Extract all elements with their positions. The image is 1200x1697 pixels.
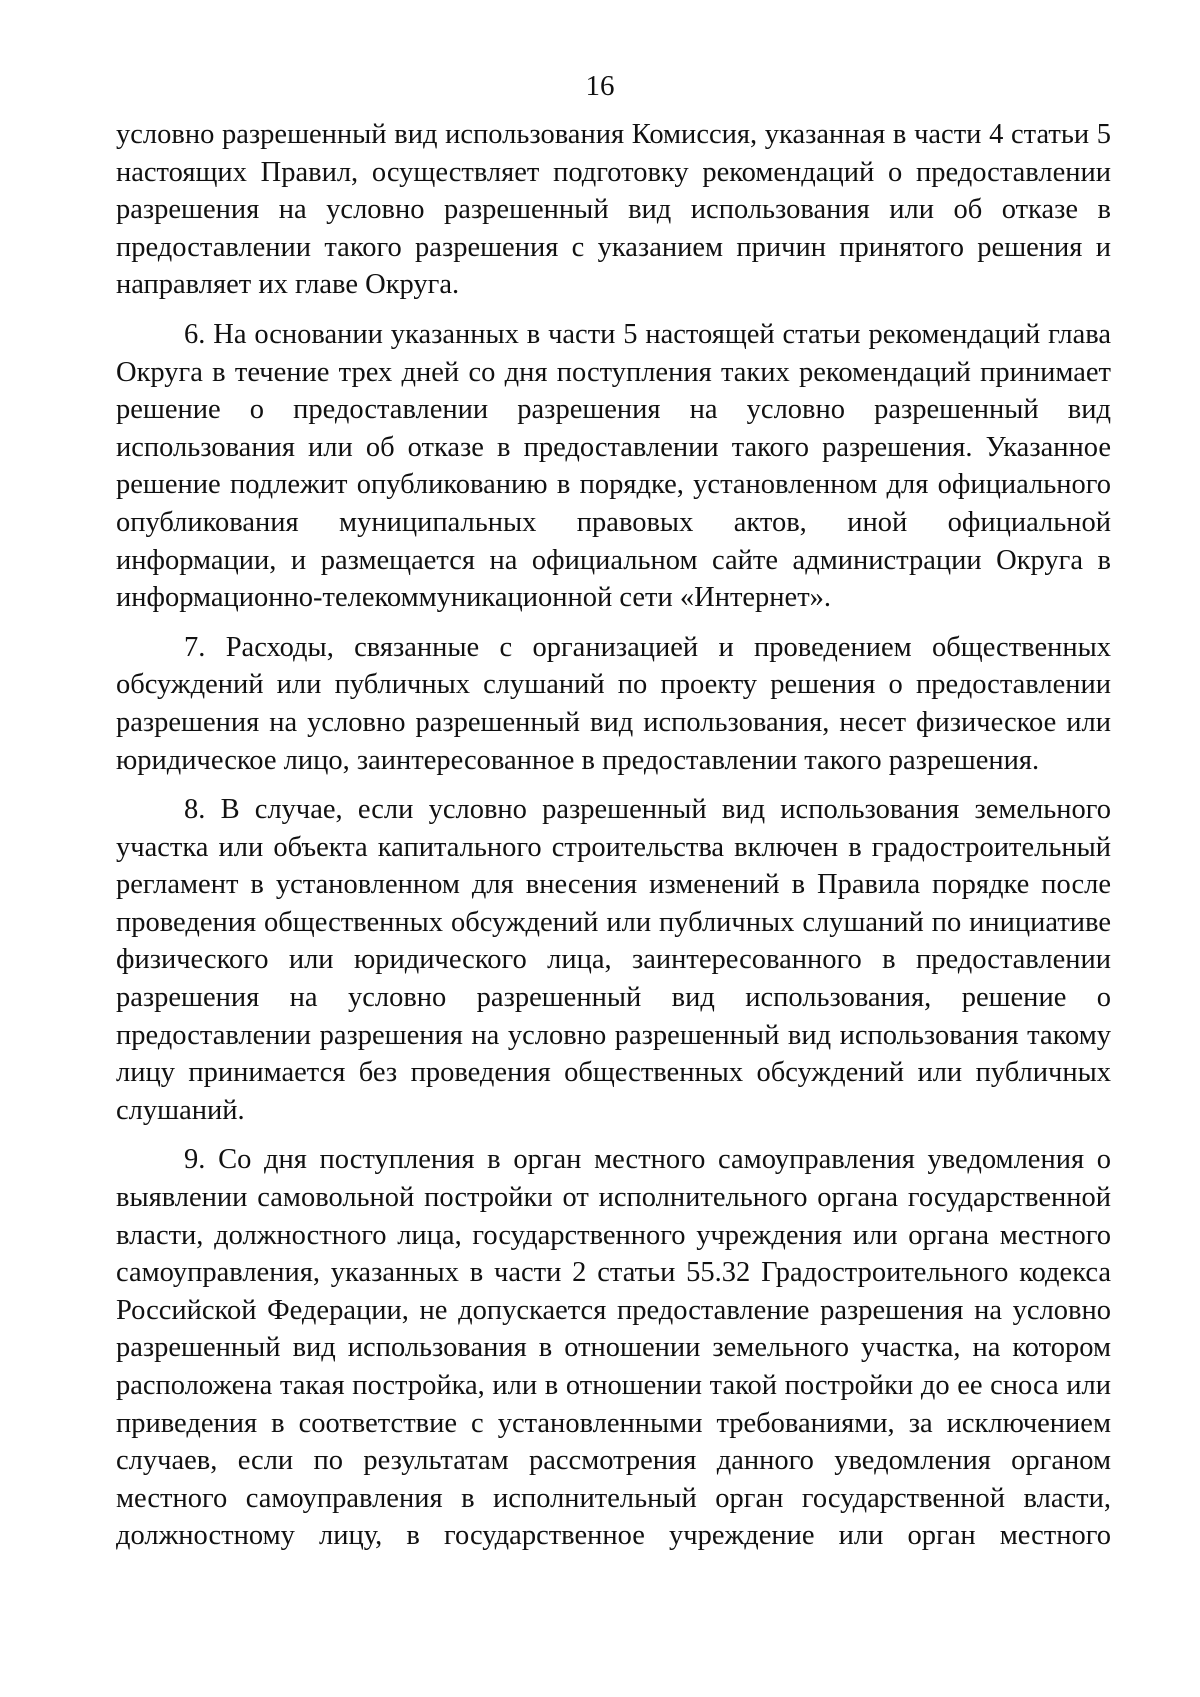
paragraph-item-9: 9. Со дня поступления в орган местного самоуправления уведомления о выявлении самовольной постройки от исполнительного органа государственной власти, должностного лица, государственного учреждения или органа местного самоуправления, указанных в части 2 статьи 55.32 Градостроительного кодекса Российской Федерации, не допускается предоставление разрешения на условно разрешенный вид использования в отношении земельного участка, на котором расположена такая постройка, или в отношении такой постройки до ее сноса или приведения в соответствие с установленными требованиями, за исключением случаев, если по результатам рассмотрения данного уведомления органом местного самоуправления в исполнительный орган государственной власти, должностному лицу, в государственное учреждение или орган местного [116,1144,1111,1552]
paragraph-item-6: 6. На основании указанных в части 5 настоящей статьи рекомендаций глава Округа в течение трех дней со дня поступления таких рекомендаций принимает решение о предоставлении разрешения на условно разрешенный вид использования или об отказе в предоставлении такого разрешения. Указанное решение подлежит опубликованию в порядке, установленном для официального опубликования муниципальных правовых актов, иной официальной информации, и размещается на официальном сайте администрации Округа в информационно-телекоммуникационной сети «Интернет». [116,318,1111,614]
page-number: 16 [585,70,615,102]
document-body [116,116,1111,1555]
paragraph-continuation: условно разрешенный вид использования Комиссия, указанная в части 4 статьи 5 настоящих Правил, осуществляет подготовку рекомендаций о предоставлении разрешения на условно разрешенный вид использования или об отказе в предоставлении такого разрешения с указанием причин принятого решения и направляет их главе Округа. [116,119,1111,301]
paragraph-item-8: 8. В случае, если условно разрешенный вид использования земельного участка или объекта капитального строительства включен в градостроительный регламент в установленном для внесения изменений в Правила порядке после проведения общественных обсуждений или публичных слушаний по инициативе физического или юридического лица, заинтересованного в предоставлении разрешения на условно разрешенный вид использования, решение о предоставлении разрешения на условно разрешенный вид использования такому лицу принимается без проведения общественных обсуждений или публичных слушаний. [116,794,1111,1126]
paragraph-item-7: 7. Расходы, связанные с организацией и проведением общественных обсуждений или публичных слушаний по проекту решения о предоставлении разрешения на условно разрешенный вид использования, несет физическое или юридическое лицо, заинтересованное в предоставлении такого разрешения. [116,631,1111,776]
